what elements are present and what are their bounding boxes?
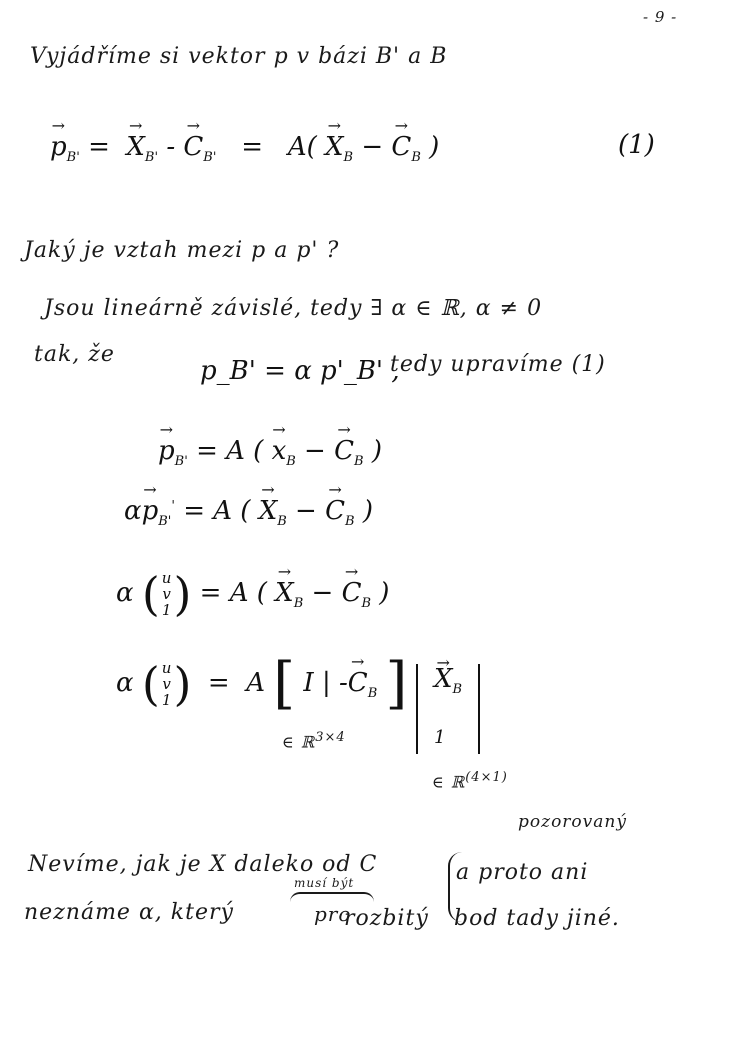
equation-2: → $p_{B'} = A$ ( → $x_B$ − → $C_B$ ): [158, 436, 382, 469]
question-text: Jaký je vztah mezi p a p' ?: [24, 238, 340, 263]
column-vector-uv1: u v 1: [161, 569, 172, 619]
vector-p: → p: [50, 132, 67, 162]
page-number: - 9 -: [643, 8, 678, 26]
equation-3: $\alpha\to p_{B'}' = A$ ( → $X_B$ − → $C_B$ ): [124, 496, 373, 529]
dim-4x1: ∈ ℝ$^{(4\times 1)}$: [432, 770, 508, 792]
note-small-text: musí být: [294, 876, 355, 890]
note-line-2b: rozbitý: [344, 906, 429, 931]
answer-line-1: Jsou lineárně závislé, tedy ∃ α ∈ ℝ, α ≠ 0: [44, 296, 543, 321]
answer-formula: p_B' = α p'_B' ,: [200, 356, 400, 386]
equation-label: (1): [618, 130, 655, 160]
dim-3x4: ∈ ℝ$^{3\times 4}$: [282, 730, 346, 752]
note-line-2a: neznáme α, který: [24, 900, 234, 925]
equation-5: α ( u v 1) = A [ I | -→ $C_B$ ]: [116, 656, 407, 712]
note-line-1b: a proto ani: [456, 860, 589, 885]
note-top-word: pozorovaný: [518, 812, 627, 832]
answer-suffix: tedy upravíme (1): [390, 352, 606, 377]
note-line-1a: Nevíme, jak je X daleko od C: [28, 852, 378, 877]
homogeneous-vector: → $X_B$ 1: [416, 664, 480, 754]
equation-4: α ( u v 1) = A ( → $X_B$ − → $C_B$ ): [116, 570, 389, 618]
note-brace: [290, 892, 374, 902]
equation-1: → $p_{B'}$ = → $X_{B'}$ - → $C_{B'}$ = $A( \to X_B$ − → $C_B$ ): [50, 132, 439, 165]
intro-text: Vyjádříme si vektor p v bázi B' a B: [30, 44, 448, 69]
answer-line-2-prefix: tak, že: [34, 342, 115, 367]
note-line-2c: bod tady jiné.: [454, 906, 620, 931]
note-pro: pro: [314, 902, 352, 926]
